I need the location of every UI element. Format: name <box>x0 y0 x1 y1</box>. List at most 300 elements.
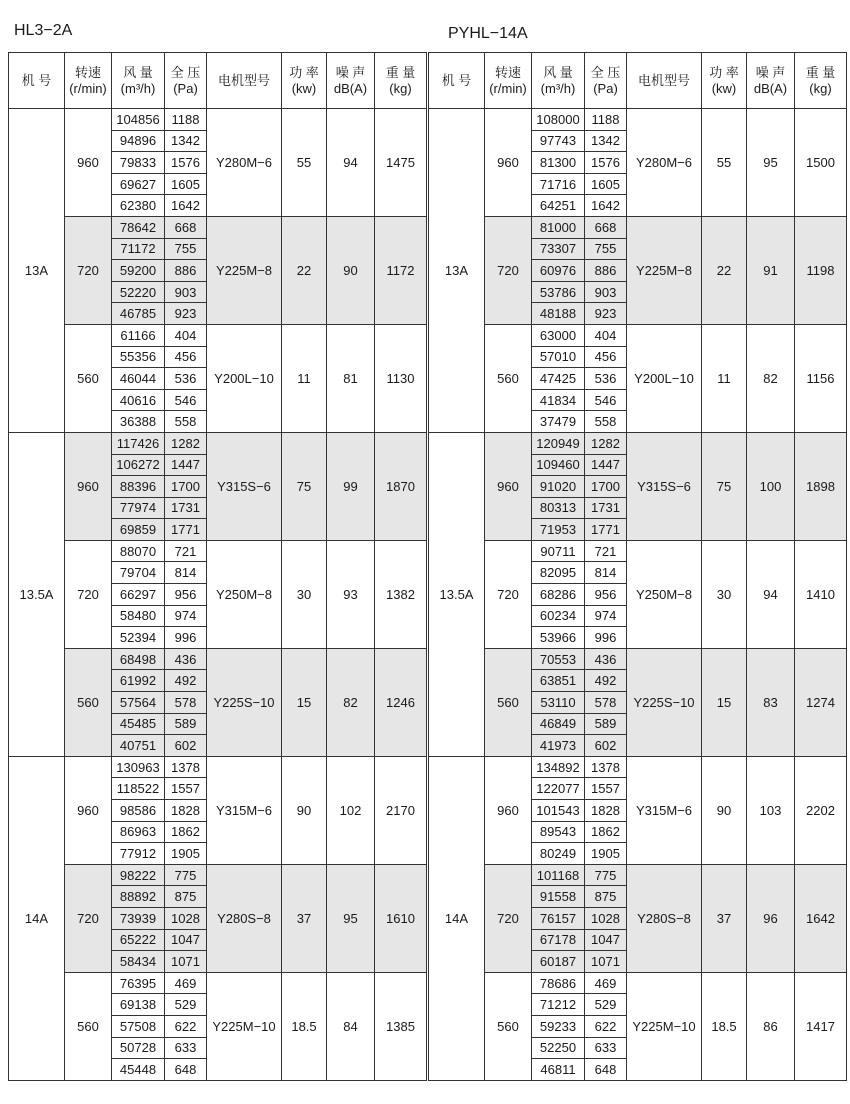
airflow-cell: 78686 <box>532 972 585 994</box>
airflow-cell: 81000 <box>532 216 585 238</box>
pressure-cell: 529 <box>165 994 207 1016</box>
airflow-cell: 59200 <box>112 260 165 282</box>
pressure-cell: 404 <box>585 324 627 346</box>
pressure-cell: 404 <box>165 324 207 346</box>
table-title: PYHL−14A <box>448 25 528 42</box>
pressure-cell: 1028 <box>585 907 627 929</box>
airflow-cell: 46044 <box>112 368 165 390</box>
airflow-cell: 91020 <box>532 476 585 498</box>
motor-model-cell: Y280S−8 <box>627 864 702 972</box>
table-row <box>9 540 427 562</box>
airflow-cell: 40751 <box>112 735 165 757</box>
pressure-cell: 974 <box>165 605 207 627</box>
table-row <box>429 972 847 994</box>
header-text: 风 量 <box>123 64 153 80</box>
table-row <box>429 864 847 886</box>
pressure-cell: 1576 <box>585 152 627 174</box>
airflow-cell: 60976 <box>532 260 585 282</box>
pressure-cell: 886 <box>585 260 627 282</box>
power-cell: 11 <box>282 324 327 432</box>
pressure-cell: 721 <box>165 540 207 562</box>
noise-cell: 103 <box>747 756 795 864</box>
airflow-cell: 82095 <box>532 562 585 584</box>
airflow-cell: 53966 <box>532 627 585 649</box>
pressure-cell: 996 <box>585 627 627 649</box>
airflow-cell: 79833 <box>112 152 165 174</box>
weight-cell: 1417 <box>795 972 847 1080</box>
airflow-cell: 88070 <box>112 540 165 562</box>
table-row <box>429 540 847 562</box>
pressure-cell: 775 <box>165 864 207 886</box>
noise-cell: 99 <box>327 432 375 540</box>
pressure-cell: 1028 <box>165 907 207 929</box>
header-text: 重 量 <box>805 64 836 80</box>
pressure-cell: 1188 <box>165 109 207 131</box>
airflow-cell: 108000 <box>532 109 585 131</box>
speed-cell: 960 <box>65 109 112 217</box>
header-text: (Pa) <box>593 80 618 96</box>
header-text: (m³/h) <box>120 80 156 96</box>
noise-cell: 94 <box>327 109 375 217</box>
weight-cell: 1870 <box>375 432 427 540</box>
power-header <box>702 53 747 109</box>
power-cell: 18.5 <box>702 972 747 1080</box>
table-row <box>9 109 427 131</box>
pressure-cell: 775 <box>585 864 627 886</box>
pressure-cell: 1700 <box>585 476 627 498</box>
header-text: 转速 <box>494 64 521 80</box>
speed-header <box>485 53 532 109</box>
motor-model-cell: Y225S−10 <box>207 648 282 756</box>
pressure-cell: 546 <box>165 389 207 411</box>
airflow-cell: 91558 <box>532 886 585 908</box>
airflow-cell: 62380 <box>112 195 165 217</box>
speed-cell: 560 <box>485 324 532 432</box>
airflow-cell: 52394 <box>112 627 165 649</box>
header-text: (kg) <box>809 80 832 96</box>
motor-model-cell: Y250M−8 <box>627 540 702 648</box>
pressure-cell: 755 <box>585 238 627 260</box>
table-title: HL3−2A <box>14 22 73 39</box>
power-cell: 30 <box>282 540 327 648</box>
pressure-cell: 1188 <box>585 109 627 131</box>
speed-cell: 960 <box>485 432 532 540</box>
table-row <box>9 324 427 346</box>
pressure-cell: 558 <box>585 411 627 433</box>
pressure-cell: 492 <box>165 670 207 692</box>
pressure-cell: 1047 <box>165 929 207 951</box>
pressure-cell: 529 <box>585 994 627 1016</box>
airflow-cell: 47425 <box>532 368 585 390</box>
pressure-cell: 1576 <box>165 152 207 174</box>
airflow-cell: 52220 <box>112 281 165 303</box>
header-text: 功 率 <box>289 64 319 80</box>
header-text: 全 压 <box>590 64 621 80</box>
header-text: (kw) <box>711 80 737 96</box>
pressure-cell: 875 <box>165 886 207 908</box>
airflow-cell: 120949 <box>532 432 585 454</box>
airflow-cell: 70553 <box>532 648 585 670</box>
table-row <box>9 972 427 994</box>
weight-cell: 1246 <box>375 648 427 756</box>
airflow-cell: 71212 <box>532 994 585 1016</box>
airflow-cell: 67178 <box>532 929 585 951</box>
pressure-cell: 1731 <box>585 497 627 519</box>
airflow-cell: 69859 <box>112 519 165 541</box>
airflow-cell: 36388 <box>112 411 165 433</box>
pressure-cell: 956 <box>165 584 207 606</box>
pressure-cell: 536 <box>165 368 207 390</box>
motor-model-cell: Y225M−10 <box>207 972 282 1080</box>
pressure-cell: 589 <box>585 713 627 735</box>
airflow-cell: 73939 <box>112 907 165 929</box>
noise-cell: 91 <box>747 216 795 324</box>
motor-model-cell: Y200L−10 <box>627 324 702 432</box>
airflow-cell: 65222 <box>112 929 165 951</box>
pressure-cell: 1282 <box>165 432 207 454</box>
weight-cell: 1385 <box>375 972 427 1080</box>
motor-model-cell: Y225M−8 <box>207 216 282 324</box>
weight-cell: 1156 <box>795 324 847 432</box>
airflow-cell: 40616 <box>112 389 165 411</box>
airflow-cell: 77974 <box>112 497 165 519</box>
airflow-cell: 53110 <box>532 692 585 714</box>
pressure-cell: 1378 <box>165 756 207 778</box>
airflow-cell: 52250 <box>532 1037 585 1059</box>
noise-cell: 84 <box>327 972 375 1080</box>
weight-cell: 1475 <box>375 109 427 217</box>
noise-cell: 82 <box>747 324 795 432</box>
airflow-cell: 55356 <box>112 346 165 368</box>
motor-model-cell: Y315M−6 <box>207 756 282 864</box>
weight-cell: 1898 <box>795 432 847 540</box>
machine-header <box>429 53 485 109</box>
airflow-cell: 94896 <box>112 130 165 152</box>
power-cell: 15 <box>702 648 747 756</box>
hl3-2a-spec-table <box>8 52 427 1081</box>
motor-model-header <box>207 53 282 109</box>
airflow-cell: 41973 <box>532 735 585 757</box>
power-cell: 15 <box>282 648 327 756</box>
pressure-cell: 956 <box>585 584 627 606</box>
power-cell: 55 <box>702 109 747 217</box>
speed-cell: 720 <box>485 864 532 972</box>
power-cell: 22 <box>702 216 747 324</box>
speed-cell: 960 <box>485 756 532 864</box>
airflow-cell: 130963 <box>112 756 165 778</box>
airflow-cell: 61166 <box>112 324 165 346</box>
power-cell: 75 <box>702 432 747 540</box>
weight-cell: 2202 <box>795 756 847 864</box>
airflow-cell: 46811 <box>532 1059 585 1081</box>
header-text: (m³/h) <box>540 80 576 96</box>
airflow-cell: 88396 <box>112 476 165 498</box>
airflow-cell: 48188 <box>532 303 585 325</box>
machine-number-cell: 13A <box>429 109 485 433</box>
pressure-cell: 648 <box>585 1059 627 1081</box>
airflow-cell: 68286 <box>532 584 585 606</box>
airflow-cell: 76157 <box>532 907 585 929</box>
airflow-cell: 118522 <box>112 778 165 800</box>
header-text: (kg) <box>389 80 412 96</box>
noise-cell: 86 <box>747 972 795 1080</box>
header-text: (r/min) <box>489 80 527 96</box>
noise-header <box>327 53 375 109</box>
pressure-cell: 1378 <box>585 756 627 778</box>
noise-cell: 81 <box>327 324 375 432</box>
power-header <box>282 53 327 109</box>
pressure-cell: 903 <box>585 281 627 303</box>
noise-cell: 90 <box>327 216 375 324</box>
motor-model-cell: Y225S−10 <box>627 648 702 756</box>
speed-cell: 720 <box>485 540 532 648</box>
pressure-cell: 456 <box>165 346 207 368</box>
power-cell: 90 <box>282 756 327 864</box>
pressure-cell: 633 <box>585 1037 627 1059</box>
pressure-cell: 469 <box>165 972 207 994</box>
airflow-cell: 59233 <box>532 1015 585 1037</box>
airflow-cell: 77912 <box>112 843 165 865</box>
header-text: 电机型号 <box>637 72 690 88</box>
speed-cell: 960 <box>65 756 112 864</box>
pressure-cell: 578 <box>585 692 627 714</box>
airflow-cell: 80249 <box>532 843 585 865</box>
speed-cell: 560 <box>485 648 532 756</box>
pressure-header <box>585 53 627 109</box>
noise-cell: 100 <box>747 432 795 540</box>
airflow-cell: 98222 <box>112 864 165 886</box>
noise-cell: 95 <box>747 109 795 217</box>
speed-header <box>65 53 112 109</box>
pressure-cell: 903 <box>165 281 207 303</box>
table-row <box>429 756 847 778</box>
pressure-cell: 648 <box>165 1059 207 1081</box>
pressure-cell: 469 <box>585 972 627 994</box>
pressure-cell: 436 <box>585 648 627 670</box>
airflow-cell: 97743 <box>532 130 585 152</box>
weight-cell: 1382 <box>375 540 427 648</box>
airflow-cell: 57010 <box>532 346 585 368</box>
speed-cell: 720 <box>65 540 112 648</box>
pressure-cell: 536 <box>585 368 627 390</box>
power-cell: 75 <box>282 432 327 540</box>
pressure-cell: 923 <box>585 303 627 325</box>
weight-header <box>375 53 427 109</box>
motor-model-header <box>627 53 702 109</box>
table-row <box>9 864 427 886</box>
motor-model-cell: Y250M−8 <box>207 540 282 648</box>
airflow-header <box>532 53 585 109</box>
speed-cell: 720 <box>485 216 532 324</box>
power-cell: 37 <box>702 864 747 972</box>
pressure-cell: 1642 <box>165 195 207 217</box>
table-row <box>429 324 847 346</box>
table-row <box>9 648 427 670</box>
header-text: dB(A) <box>333 80 368 96</box>
weight-cell: 1610 <box>375 864 427 972</box>
header-text: 重 量 <box>385 64 416 80</box>
pressure-cell: 1047 <box>585 929 627 951</box>
header-text: (kw) <box>291 80 317 96</box>
power-cell: 55 <box>282 109 327 217</box>
pressure-cell: 602 <box>165 735 207 757</box>
airflow-cell: 101168 <box>532 864 585 886</box>
airflow-cell: 71953 <box>532 519 585 541</box>
pressure-cell: 1447 <box>585 454 627 476</box>
airflow-cell: 45485 <box>112 713 165 735</box>
pressure-cell: 1642 <box>585 195 627 217</box>
pressure-cell: 1862 <box>165 821 207 843</box>
airflow-cell: 71716 <box>532 173 585 195</box>
noise-header <box>747 53 795 109</box>
airflow-cell: 106272 <box>112 454 165 476</box>
pressure-cell: 1282 <box>585 432 627 454</box>
speed-cell: 960 <box>65 432 112 540</box>
motor-model-cell: Y315S−6 <box>207 432 282 540</box>
speed-cell: 560 <box>65 648 112 756</box>
pressure-cell: 622 <box>585 1015 627 1037</box>
airflow-header <box>112 53 165 109</box>
pressure-cell: 923 <box>165 303 207 325</box>
weight-cell: 1500 <box>795 109 847 217</box>
header-text: dB(A) <box>753 80 788 96</box>
machine-header <box>9 53 65 109</box>
pressure-cell: 1557 <box>165 778 207 800</box>
machine-number-cell: 13.5A <box>9 432 65 756</box>
header-text: 噪 声 <box>335 64 366 80</box>
motor-model-cell: Y315M−6 <box>627 756 702 864</box>
motor-model-cell: Y280M−6 <box>207 109 282 217</box>
noise-cell: 82 <box>327 648 375 756</box>
airflow-cell: 86963 <box>112 821 165 843</box>
table-row <box>9 756 427 778</box>
airflow-cell: 64251 <box>532 195 585 217</box>
pressure-cell: 886 <box>165 260 207 282</box>
airflow-cell: 104856 <box>112 109 165 131</box>
pressure-cell: 1605 <box>585 173 627 195</box>
header-text: (r/min) <box>69 80 107 96</box>
table-row <box>429 648 847 670</box>
airflow-cell: 101543 <box>532 800 585 822</box>
table-row <box>429 109 847 131</box>
airflow-cell: 58480 <box>112 605 165 627</box>
header-text: 转速 <box>74 64 101 80</box>
table-row <box>9 432 427 454</box>
speed-cell: 560 <box>485 972 532 1080</box>
airflow-cell: 134892 <box>532 756 585 778</box>
header-text: 噪 声 <box>755 64 786 80</box>
pressure-cell: 1905 <box>585 843 627 865</box>
pressure-cell: 1605 <box>165 173 207 195</box>
header-text: 电机型号 <box>217 72 270 88</box>
table-row <box>429 216 847 238</box>
motor-model-cell: Y200L−10 <box>207 324 282 432</box>
pressure-cell: 1771 <box>585 519 627 541</box>
machine-number-cell: 14A <box>429 756 485 1080</box>
airflow-cell: 81300 <box>532 152 585 174</box>
motor-model-cell: Y280S−8 <box>207 864 282 972</box>
machine-number-cell: 13.5A <box>429 432 485 756</box>
power-cell: 30 <box>702 540 747 648</box>
table-row <box>9 216 427 238</box>
weight-cell: 1172 <box>375 216 427 324</box>
noise-cell: 83 <box>747 648 795 756</box>
pressure-cell: 875 <box>585 886 627 908</box>
power-cell: 22 <box>282 216 327 324</box>
pressure-cell: 1731 <box>165 497 207 519</box>
weight-cell: 1642 <box>795 864 847 972</box>
airflow-cell: 90711 <box>532 540 585 562</box>
motor-model-cell: Y280M−6 <box>627 109 702 217</box>
power-cell: 18.5 <box>282 972 327 1080</box>
airflow-cell: 109460 <box>532 454 585 476</box>
speed-cell: 560 <box>65 324 112 432</box>
power-cell: 11 <box>702 324 747 432</box>
pressure-cell: 1557 <box>585 778 627 800</box>
weight-cell: 1130 <box>375 324 427 432</box>
pressure-cell: 633 <box>165 1037 207 1059</box>
airflow-cell: 89543 <box>532 821 585 843</box>
airflow-cell: 88892 <box>112 886 165 908</box>
pressure-cell: 589 <box>165 713 207 735</box>
airflow-cell: 79704 <box>112 562 165 584</box>
motor-model-cell: Y315S−6 <box>627 432 702 540</box>
pressure-cell: 1342 <box>585 130 627 152</box>
weight-cell: 1410 <box>795 540 847 648</box>
pressure-cell: 546 <box>585 389 627 411</box>
pressure-cell: 456 <box>585 346 627 368</box>
motor-model-cell: Y225M−8 <box>627 216 702 324</box>
airflow-cell: 53786 <box>532 281 585 303</box>
airflow-cell: 61992 <box>112 670 165 692</box>
weight-header <box>795 53 847 109</box>
airflow-cell: 63851 <box>532 670 585 692</box>
pressure-cell: 1700 <box>165 476 207 498</box>
airflow-cell: 69627 <box>112 173 165 195</box>
airflow-cell: 45448 <box>112 1059 165 1081</box>
airflow-cell: 50728 <box>112 1037 165 1059</box>
pressure-cell: 721 <box>585 540 627 562</box>
airflow-cell: 46849 <box>532 713 585 735</box>
pressure-cell: 668 <box>585 216 627 238</box>
pressure-header <box>165 53 207 109</box>
airflow-cell: 60187 <box>532 951 585 973</box>
pressure-cell: 1071 <box>165 951 207 973</box>
pressure-cell: 1828 <box>165 800 207 822</box>
machine-number-cell: 13A <box>9 109 65 433</box>
pressure-cell: 1771 <box>165 519 207 541</box>
airflow-cell: 63000 <box>532 324 585 346</box>
airflow-cell: 76395 <box>112 972 165 994</box>
pyhl-14a-spec-table <box>428 52 847 1081</box>
power-cell: 37 <box>282 864 327 972</box>
airflow-cell: 57564 <box>112 692 165 714</box>
weight-cell: 1274 <box>795 648 847 756</box>
noise-cell: 93 <box>327 540 375 648</box>
pressure-cell: 492 <box>585 670 627 692</box>
airflow-cell: 58434 <box>112 951 165 973</box>
speed-cell: 560 <box>65 972 112 1080</box>
airflow-cell: 69138 <box>112 994 165 1016</box>
pressure-cell: 814 <box>165 562 207 584</box>
pressure-cell: 622 <box>165 1015 207 1037</box>
noise-cell: 96 <box>747 864 795 972</box>
airflow-cell: 37479 <box>532 411 585 433</box>
motor-model-cell: Y225M−10 <box>627 972 702 1080</box>
airflow-cell: 66297 <box>112 584 165 606</box>
pressure-cell: 1342 <box>165 130 207 152</box>
noise-cell: 95 <box>327 864 375 972</box>
